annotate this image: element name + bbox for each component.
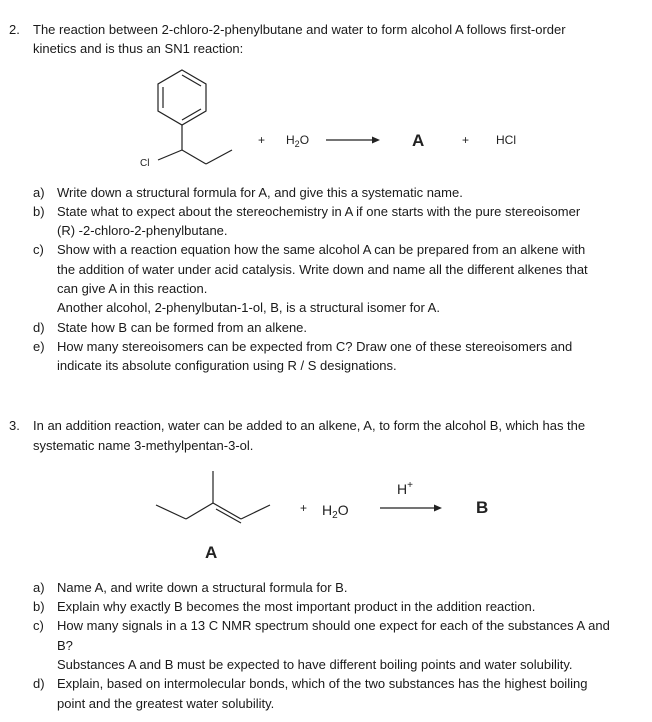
question-3-intro-line-1: In an addition reaction, water can be added to an alkene, A, to form the alcohol B, which has the [33,418,586,433]
question-2-reaction-scheme [0,60,652,180]
acid-catalyst-label: H+ [397,480,413,497]
q2-isomer-note: Another alcohol, 2-phenylbutan-1-ol, B, is a structural isomer for A. [57,300,440,315]
q2-part-b-text-2: (R) -2-chloro-2-phenylbutane. [57,223,228,238]
chlorine-label: Cl [140,158,150,169]
q2-part-a-label: a) [33,185,45,200]
q3-part-c-text-2: B? [57,638,73,653]
phenyl-ring-structure [158,70,206,125]
question-2-intro-line-2: kinetics and is thus an SN1 reaction: [33,41,244,56]
reactant-a-label: A [205,543,218,562]
water-formula-2: $H_2O$ [322,502,349,521]
product-a-label: A [412,131,425,150]
q3-part-d-text-1: Explain, based on intermolecular bonds, which of the two substances has the highest boiling [57,676,588,691]
q2-part-d-label: d) [33,320,45,335]
q2-part-b-text-1: State what to expect about the stereochemistry in A if one starts with the pure stereoisomer [57,204,581,219]
question-2-intro-line-1: The reaction between 2-chloro-2-phenylbutane and water to form alcohol A follows first-order [33,22,566,37]
q2-part-c-text-1: Show with a reaction equation how the same alcohol A can be prepared from an alkene with [57,242,586,257]
plus-sign-2: + [462,133,470,147]
plus-sign-3: + [300,501,308,515]
alkene-structure [156,471,270,523]
q3-part-a-label: a) [33,580,45,595]
q3-part-d-label: d) [33,676,45,691]
q3-part-a-text: Name A, and write down a structural formula for B. [57,580,348,595]
question-3-number: 3. [9,418,20,433]
question-3-intro-line-2: systematic name 3-methylpentan-3-ol. [33,438,254,453]
question-3-reaction-scheme [0,460,652,575]
reaction-arrow [326,137,380,144]
q3-part-d-text-2: point and the greatest water solubility. [57,696,275,711]
q3-part-b-label: b) [33,599,45,614]
water-formula: $H_2O$ [286,133,310,149]
plus-sign-1: + [258,133,266,147]
butane-chain-structure [158,125,232,164]
q2-part-a-text: Write down a structural formula for A, and give this a systematic name. [57,185,463,200]
q2-part-e-text-2: indicate its absolute configuration using R / S designations. [57,358,397,373]
q2-part-c-text-2: the addition of water under acid catalysis. Write down and name all the different alkenes that [57,262,588,277]
q3-part-c-text-1: How many signals in a 13 C NMR spectrum should one expect for each of the substances A and [57,618,610,633]
product-b-label: B [476,498,489,517]
q3-properties-note: Substances A and B must be expected to have different boiling points and water solubility. [57,657,573,672]
q2-part-b-label: b) [33,204,45,219]
reaction-arrow-2 [380,505,442,512]
q2-part-e-label: e) [33,339,45,354]
q3-part-c-label: c) [33,618,44,633]
question-2-number: 2. [9,22,20,37]
q2-part-d-text: State how B can be formed from an alkene. [57,320,308,335]
q3-part-b-text: Explain why exactly B becomes the most important product in the addition reaction. [57,599,536,614]
q2-part-c-label: c) [33,242,44,257]
q2-part-c-text-3: can give A in this reaction. [57,281,208,296]
hcl-label: HCl [496,133,516,147]
q2-part-e-text-1: How many stereoisomers can be expected from C? Draw one of these stereoisomers and [57,339,573,354]
